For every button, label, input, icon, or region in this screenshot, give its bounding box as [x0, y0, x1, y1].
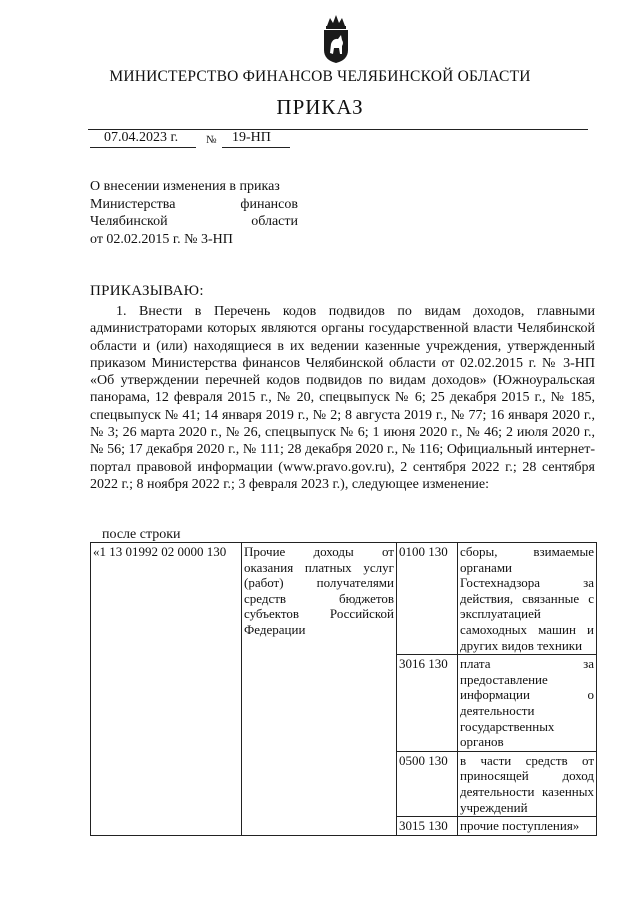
- income-name-cell: Прочие доходы от оказания платных услуг (работ) получателями средств бюджетов субъектов Российской Федерации: [242, 543, 397, 836]
- subject-line: О внесении изменения в приказ: [90, 179, 280, 194]
- subcode-description-cell: плата за предоставление информации о деятельности государственных органов: [458, 655, 597, 752]
- table-row: [91, 543, 597, 655]
- subcode-cell: 0500 130: [397, 751, 458, 816]
- ministry-name: МИНИСТЕРСТВО ФИНАНСОВ ЧЕЛЯБИНСКОЙ ОБЛАСТИ: [109, 68, 531, 85]
- number-label: №: [206, 134, 217, 146]
- coat-of-arms-icon: [319, 10, 353, 64]
- subcode-description-cell: в части средств от приносящей доход деятельности казенных учреждений: [458, 751, 597, 816]
- subcode-cell: 3016 130: [397, 655, 458, 752]
- subcode-description-cell: прочие поступления»: [458, 817, 597, 836]
- document-type: ПРИКАЗ: [276, 95, 364, 119]
- subcode-cell: 0100 130: [397, 543, 458, 655]
- paragraph-text: 1. Внести в Перечень кодов подвидов по видам доходов, главными администраторами которых являются органы государственной власти Челябинской области и (или) находящиеся в их ведении казенные учреждения, утвержденный приказом Министерства финансов Челябинской области от 02.02.2015 г. № 3-НП «Об утверждении перечней кодов подвидов по видам доходов» (Южноуральская панорама, 12 февраля 2015 г., № 20, спецвыпуск № 6; 25 декабря 2015 г., № 185, спецвыпуск № 41; 14 января 2019 г., № 2; 8 августа 2019 г., № 77; 16 января 2020 г., № 3; 26 марта 2020 г., № 26, спецвыпуск № 6; 1 июня 2020 г., № 46; 2 июля 2020 г., № 56; 17 декабря 2020 г., № 111; 28 декабря 2020 г., № 116; Официальный интернет-портал правовой информации (www.pravo.gov.ru), 2 сентября 2022 г.; 28 сентября 2022 г.; 8 ноября 2022 г.; 3 февраля 2023 г.), следующее изменение:: [90, 304, 595, 492]
- number-underline: [222, 147, 290, 148]
- subject-line: от 02.02.2015 г. № 3-НП: [90, 231, 233, 247]
- subcode-cell: 3015 130: [397, 817, 458, 836]
- subject-line: Челябинской области: [90, 214, 298, 229]
- order-number: 19-НП: [232, 130, 271, 145]
- after-row-caption: после строки: [102, 527, 181, 542]
- codes-table: [90, 542, 597, 836]
- subcode-description-cell: сборы, взимаемые органами Гостехнадзора за действия, связанные с эксплуатацией самоходных машин и других видов техники: [458, 543, 597, 655]
- income-code-cell: «1 13 01992 02 0000 130: [91, 543, 242, 836]
- body-paragraph: [90, 303, 595, 493]
- order-directive: ПРИКАЗЫВАЮ:: [90, 283, 204, 299]
- order-date: 07.04.2023 г.: [104, 130, 179, 145]
- order-subject: [90, 178, 298, 248]
- date-underline: [90, 147, 196, 148]
- subject-line: Министерства финансов: [90, 196, 298, 212]
